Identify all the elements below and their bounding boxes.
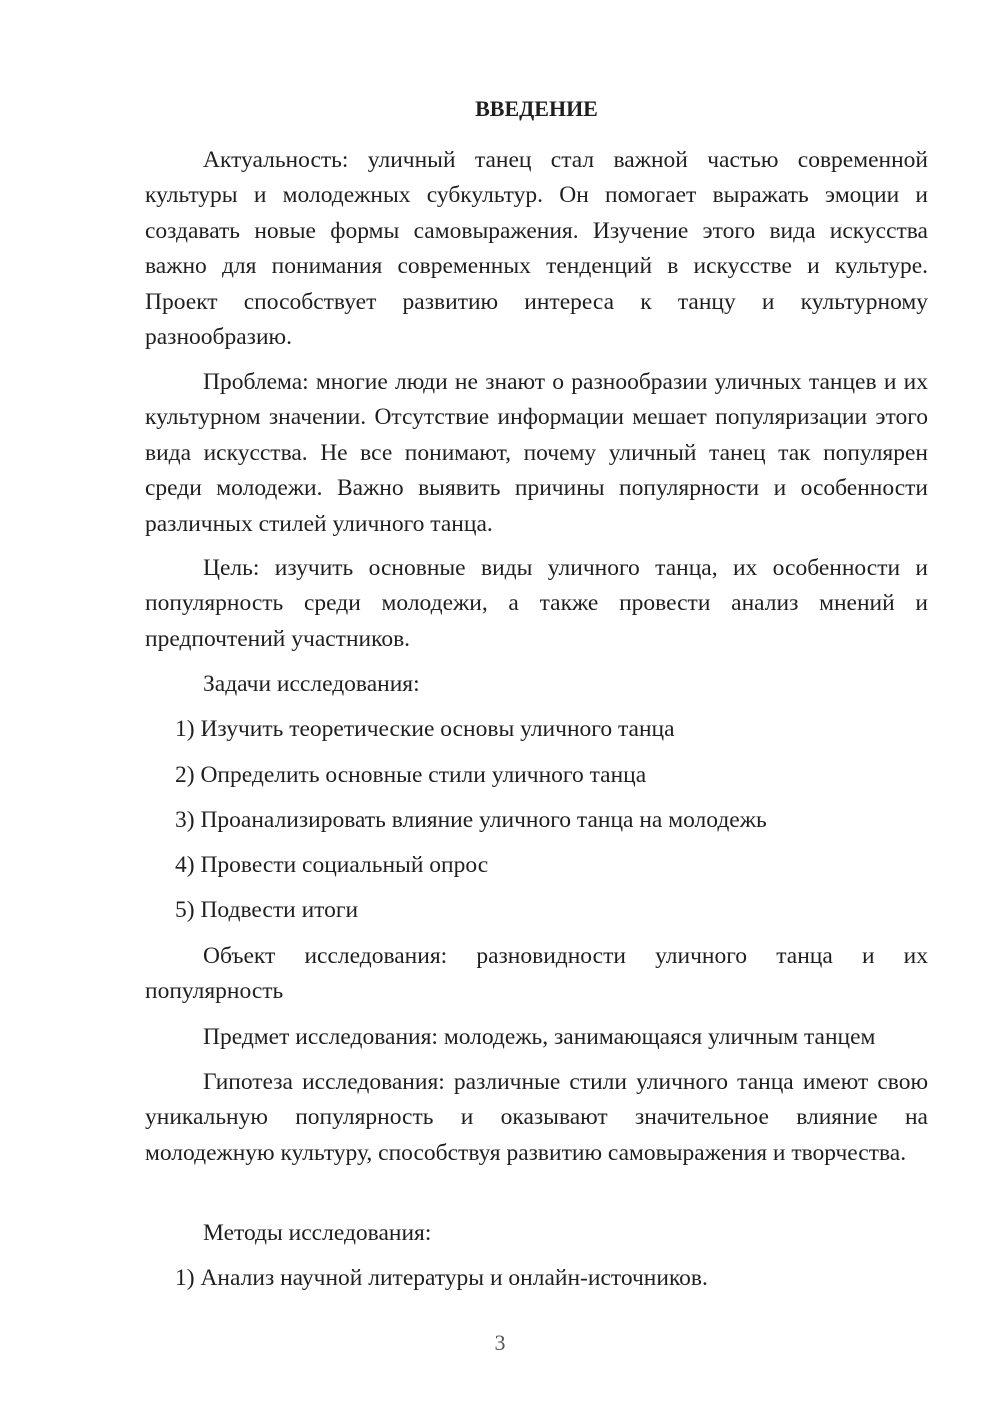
page-number: 3: [494, 1330, 506, 1355]
method-item-1: 1) Анализ научной литературы и онлайн-источников.: [175, 1265, 708, 1291]
page-title: ВВЕДЕНИЕ: [475, 96, 598, 121]
subject-paragraph: Предмет исследования: молодежь, занимающаяся уличным танцем: [203, 1024, 876, 1050]
task-item-2: 2) Определить основные стили уличного танца: [175, 762, 647, 788]
relevance-paragraph: Актуальность: уличный танец стал важной частью современной культуры и молодежных субкультур. Он помогает выражать эмоции и создавать новые формы самовыражения. Изучение этого вида искусства важно для понимания современных тенденций в искусстве и культуре. Проект способствует развитию интереса к танцу и культурному разнообразию.: [145, 147, 928, 351]
task-item-4: 4) Провести социальный опрос: [175, 852, 489, 878]
tasks-heading: Задачи исследования:: [203, 671, 420, 697]
task-item-1: 1) Изучить теоретические основы уличного танца: [175, 716, 675, 742]
hypothesis-paragraph: Гипотеза исследования: различные стили уличного танца имеют свою уникальную популярность и оказывают значительное влияние на молодежную культуру, способствуя развитию самовыражения и творчества.: [145, 1069, 928, 1166]
object-paragraph: Объект исследования: разновидности уличного танца и их популярность: [145, 943, 928, 1005]
problem-paragraph: Проблема: многие люди не знают о разнообразии уличных танцев и их культурном значении. Отсутствие информации мешает популяризации этого вида искусства. Не все понимают, почему уличный танец так популярен среди молодежи. Важно выявить причины популярности и особенности различных стилей уличного танца.: [145, 369, 928, 537]
goal-paragraph: Цель: изучить основные виды уличного танца, их особенности и популярность среди молодежи, а также провести анализ мнений и предпочтений участников.: [145, 555, 928, 652]
task-item-5: 5) Подвести итоги: [175, 897, 359, 923]
methods-heading: Методы исследования:: [203, 1220, 432, 1246]
task-item-3: 3) Проанализировать влияние уличного танца на молодежь: [175, 807, 767, 833]
